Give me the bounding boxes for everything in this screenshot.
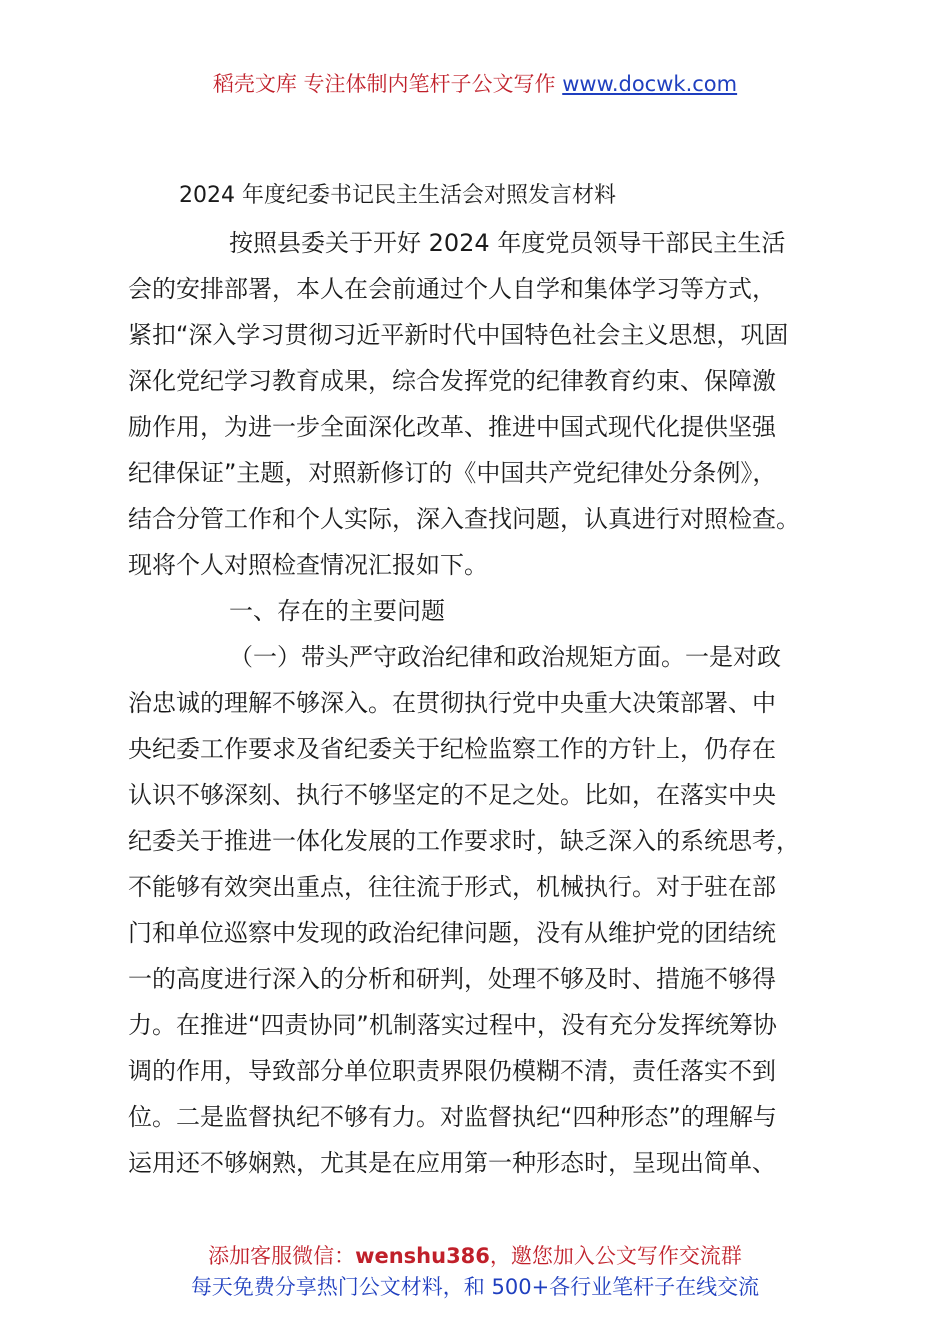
footer-promo-line: 每天免费分享热门公文材料，和 500+各行业笔杆子在线交流 — [190, 1275, 760, 1299]
body-line: 调的作用，导致部分单位职责界限仍模糊不清，责任落实不到 — [128, 1057, 776, 1085]
document-title: 2024 年度纪委书记民主生活会对照发言材料 — [179, 183, 616, 208]
section-heading: 一、存在的主要问题 — [229, 597, 445, 625]
body-line: 会的安排部署，本人在会前通过个人自学和集体学习等方式， — [128, 275, 776, 303]
body-line: 运用还不够娴熟，尤其是在应用第一种形态时，呈现出简单、 — [128, 1149, 776, 1177]
body-line: 深化党纪学习教育成果，综合发挥党的纪律教育约束、保障激 — [128, 367, 776, 395]
body-line: 力。在推进“四责协同”机制落实过程中，没有充分发挥统筹协 — [128, 1011, 777, 1039]
body-line: 门和单位巡察中发现的政治纪律问题，没有从维护党的团结统 — [128, 919, 776, 947]
body-line: 紧扣“深入学习贯彻习近平新时代中国特色社会主义思想，巩固 — [128, 321, 789, 349]
footer-contact-line — [0, 1240, 950, 1270]
body-line: 纪律保证”主题，对照新修订的《中国共产党纪律处分条例》， — [128, 459, 777, 487]
body-line: 位。二是监督执纪不够有力。对监督执纪“四种形态”的理解与 — [128, 1103, 777, 1131]
body-line: （一）带头严守政治纪律和政治规矩方面。一是对政 — [229, 643, 781, 671]
body-line: 按照县委关于开好 2024 年度党员领导干部民主生活 — [229, 229, 786, 257]
body-line: 不能够有效突出重点，往往流于形式，机械执行。对于驻在部 — [128, 873, 776, 901]
footer-contact-suffix: ，邀您加入公文写作交流群 — [489, 1244, 742, 1268]
header-brand-text: 稻壳文库 专注体制内笔杆子公文写作 — [212, 72, 563, 96]
body-line: 纪委关于推进一体化发展的工作要求时，缺乏深入的系统思考， — [128, 827, 800, 855]
footer-contact-prefix: 添加客服微信： — [208, 1244, 356, 1268]
header-url-link[interactable]: www.docwk.com — [562, 72, 738, 96]
body-line: 现将个人对照检查情况汇报如下。 — [128, 551, 488, 579]
body-line: 认识不够深刻、执行不够坚定的不足之处。比如，在落实中央 — [128, 781, 776, 809]
watermark-header — [0, 68, 950, 98]
footer-wechat-id: wenshu386 — [355, 1244, 490, 1268]
body-line: 治忠诚的理解不够深入。在贯彻执行党中央重大决策部署、中 — [128, 689, 776, 717]
body-line: 结合分管工作和个人实际，深入查找问题，认真进行对照检查。 — [128, 505, 800, 533]
body-line: 励作用，为进一步全面深化改革、推进中国式现代化提供坚强 — [128, 413, 776, 441]
body-line: 央纪委工作要求及省纪委关于纪检监察工作的方针上，仍存在 — [128, 735, 776, 763]
body-line: 一的高度进行深入的分析和研判，处理不够及时、措施不够得 — [128, 965, 776, 993]
